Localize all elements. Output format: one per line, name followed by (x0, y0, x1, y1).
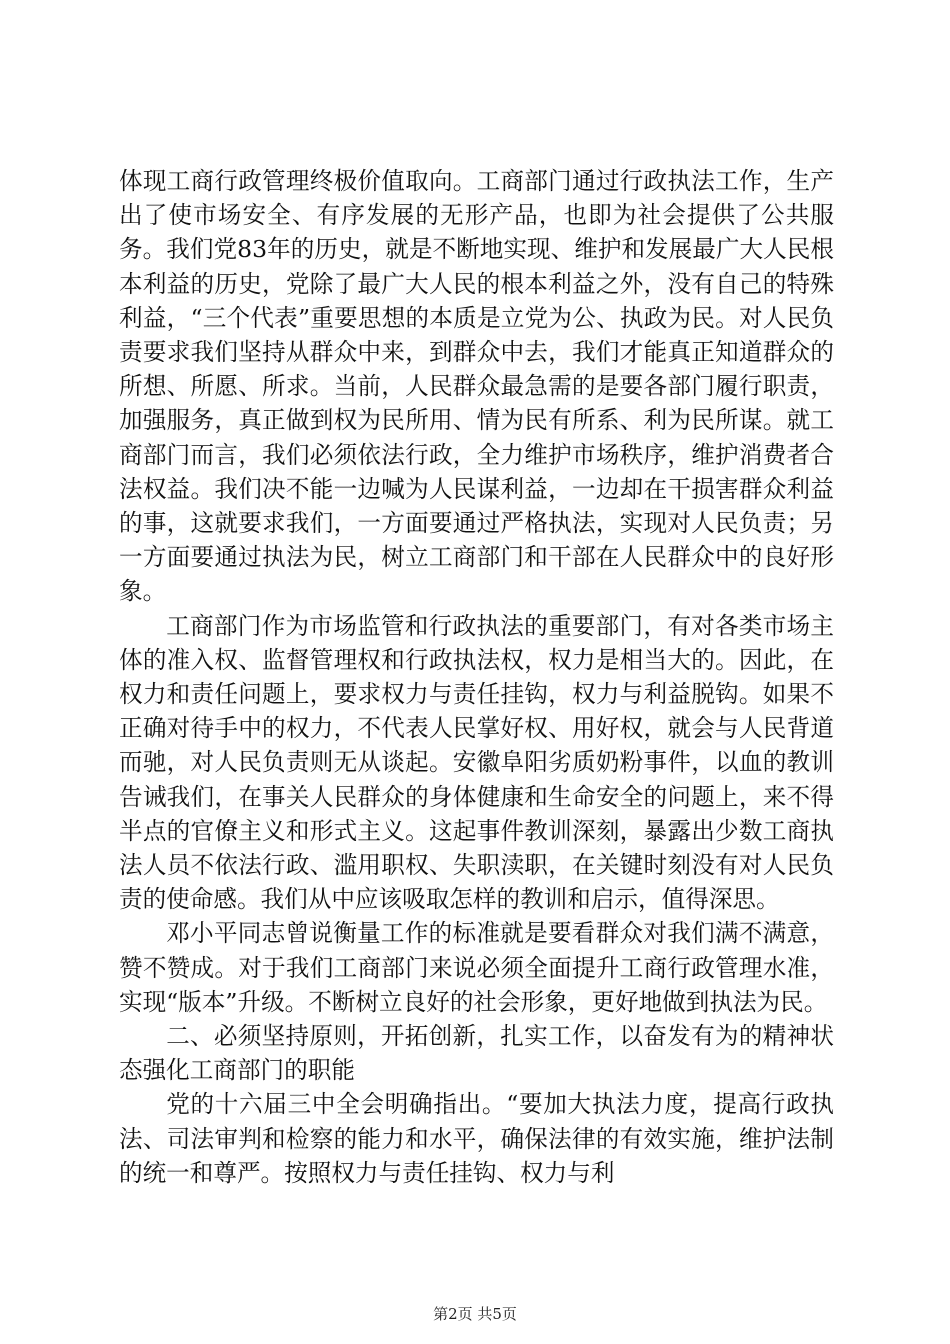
paragraph-power-responsibility: 工商部门作为市场监管和行政执法的重要部门，有对各类市场主体的准入权、监督管理权和行政执法权，权力是相当大的。因此，在权力和责任问题上，要求权力与责任挂钩，权力与利益脱钩。如果不正确对待手中的权力，不代表人民掌好权、用好权，就会与人民背道而驰，对人民负责则无从谈起。安徽阜阳劣质奶粉事件，以血的教训告诫我们，在事关人民群众的身体健康和生命安全的问题上，来不得半点的官僚主义和形式主义。这起事件教训深刻，暴露出少数工商执法人员不依法行政、滥用职权、失职渎职，在关键时刻没有对人民负责的使命感。我们从中应该吸取怎样的教训和启示，值得深思。 (119, 611, 834, 914)
paragraph-deng-xiaoping: 邓小平同志曾说衡量工作的标准就是要看群众对我们满不满意，赞不赞成。对于我们工商部门来说必须全面提升工商行政管理水准，实现“版本”升级。不断树立良好的社会形象，更好地做到执法为民。 (119, 919, 834, 1016)
page-number-footer: 第2页 共5页 (433, 1305, 517, 1323)
section-heading-two: 二、必须坚持原则，开拓创新，扎实工作，以奋发有为的精神状态强化工商部门的职能 (119, 1022, 834, 1085)
paragraph-plenary-session: 党的十六届三中全会明确指出。“要加大执法力度，提高行政执法、司法审判和检察的能力和水平，确保法律的有效实施，维护法制的统一和尊严。按照权力与责任挂钩、权力与利 (119, 1090, 834, 1187)
document-body (119, 164, 834, 1190)
paragraph-continued: 体现工商行政管理终极价值取向。工商部门通过行政执法工作，生产出了使市场安全、有序发展的无形产品，也即为社会提供了公共服务。我们党83年的历史，就是不断地实现、维护和发展最广大人民根本利益的历史，党除了最广大人民的根本利益之外，没有自己的特殊利益，“三个代表”重要思想的本质是立党为公、执政为民。对人民负责要求我们坚持从群众中来，到群众中去，我们才能真正知道群众的所想、所愿、所求。当前，人民群众最急需的是要各部门履行职责，加强服务，真正做到权为民所用、情为民有所系、利为民所谋。就工商部门而言，我们必须依法行政，全力维护市场秩序，维护消费者合法权益。我们决不能一边喊为人民谋利益，一边却在干损害群众利益的事，这就要求我们，一方面要通过严格执法，实现对人民负责；另一方面要通过执法为民，树立工商部门和干部在人民群众中的良好形象。 (119, 167, 834, 606)
